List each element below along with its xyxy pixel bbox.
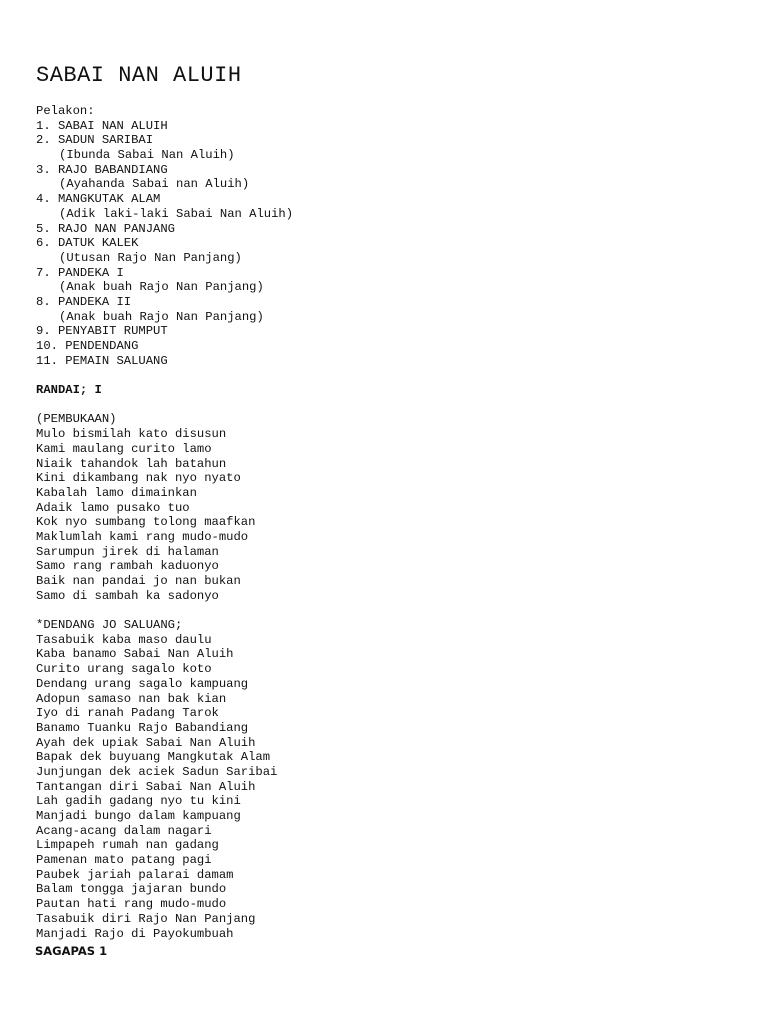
text-line: (Ibunda Sabai Nan Aluih) xyxy=(59,148,235,163)
text-line: Pamenan mato patang pagi xyxy=(36,853,212,868)
text-line: 10. PENDENDANG xyxy=(36,339,139,353)
text-line: 8. PANDEKA II xyxy=(36,294,132,309)
text-line: Mulo bismilah kato disusun xyxy=(36,427,227,442)
text-line: Samo di sambah ka sadonyo xyxy=(36,588,219,603)
text-line: Kabalah lamo dimainkan xyxy=(36,485,197,500)
text-line: Manjadi Rajo di Payokumbuah xyxy=(36,926,234,941)
text-line: Baik nan pandai jo nan bukan xyxy=(36,574,241,588)
text-line: Tasabuik diri Rajo Nan Panjang xyxy=(36,911,256,926)
text-line: Pautan hati rang mudo-mudo xyxy=(36,897,227,912)
text-line: Bapak dek buyuang Mangkutak Alam xyxy=(36,750,271,765)
text-line: Lah gadih gadang nyo tu kini xyxy=(36,794,241,809)
document-body xyxy=(36,104,736,941)
text-line: *DENDANG JO SALUANG; xyxy=(36,618,183,633)
text-line: Limpapeh rumah nan gadang xyxy=(36,838,219,853)
text-line: Kami maulang curito lamo xyxy=(36,441,212,456)
text-line: Tasabuik kaba maso daulu xyxy=(36,632,212,647)
text-line: Adaik lamo pusako tuo xyxy=(36,500,190,515)
text-line: 11. PEMAIN SALUANG xyxy=(36,353,168,368)
text-line: Kok nyo sumbang tolong maafkan xyxy=(36,515,256,530)
text-line: Junjungan dek aciek Sadun Saribai xyxy=(36,764,278,779)
text-line: (Utusan Rajo Nan Panjang) xyxy=(59,250,242,265)
text-line: (PEMBUKAAN) xyxy=(36,412,117,427)
text-line xyxy=(36,368,736,383)
text-line: 2. SADUN SARIBAI xyxy=(36,133,154,148)
text-line: Kaba banamo Sabai Nan Aluih xyxy=(36,647,234,662)
text-line: Sarumpun jirek di halaman xyxy=(36,544,219,559)
text-line: Dendang urang sagalo kampuang xyxy=(36,676,249,691)
text-line: 4. MANGKUTAK ALAM xyxy=(36,192,161,207)
text-line: Tantangan diri Sabai Nan Aluih xyxy=(36,779,256,794)
text-line: Balam tongga jajaran bundo xyxy=(36,882,227,897)
text-line: Banamo Tuanku Rajo Babandiang xyxy=(36,720,249,735)
text-line: Adopun samaso nan bak kian xyxy=(36,691,227,706)
text-line: 1. SABAI NAN ALUIH xyxy=(36,118,168,133)
text-line xyxy=(36,603,736,618)
text-line: Ayah dek upiak Sabai Nan Aluih xyxy=(36,735,256,750)
text-line: Iyo di ranah Padang Tarok xyxy=(36,706,219,721)
text-line: Acang-acang dalam nagari xyxy=(36,823,212,838)
text-line xyxy=(36,398,736,413)
document-page xyxy=(36,62,736,941)
text-line: Pelakon: xyxy=(36,104,95,118)
page-footer: SAGAPAS 1 xyxy=(35,944,108,958)
text-line: (Adik laki-laki Sabai Nan Aluih) xyxy=(59,206,294,221)
section-heading: RANDAI; I xyxy=(36,383,102,398)
text-line: Manjadi bungo dalam kampuang xyxy=(36,809,241,823)
text-line: 5. RAJO NAN PANJANG xyxy=(36,221,175,236)
text-line: 3. RAJO BABANDIANG xyxy=(36,162,168,177)
document-title: SABAI NAN ALUIH xyxy=(36,63,242,88)
text-line: 6. DATUK KALEK xyxy=(36,236,139,251)
text-line: 9. PENYABIT RUMPUT xyxy=(36,324,168,339)
text-line: (Anak buah Rajo Nan Panjang) xyxy=(59,309,264,324)
text-line: (Anak buah Rajo Nan Panjang) xyxy=(59,280,264,295)
text-line: Niaik tahandok lah batahun xyxy=(36,456,227,471)
text-line: Maklumlah kami rang mudo-mudo xyxy=(36,529,249,544)
text-line: Curito urang sagalo koto xyxy=(36,662,212,677)
text-line: Samo rang rambah kaduonyo xyxy=(36,559,219,574)
text-line: Kini dikambang nak nyo nyato xyxy=(36,471,241,486)
text-line: Paubek jariah palarai damam xyxy=(36,867,234,882)
text-line: (Ayahanda Sabai nan Aluih) xyxy=(59,177,250,192)
text-line: 7. PANDEKA I xyxy=(36,265,124,280)
